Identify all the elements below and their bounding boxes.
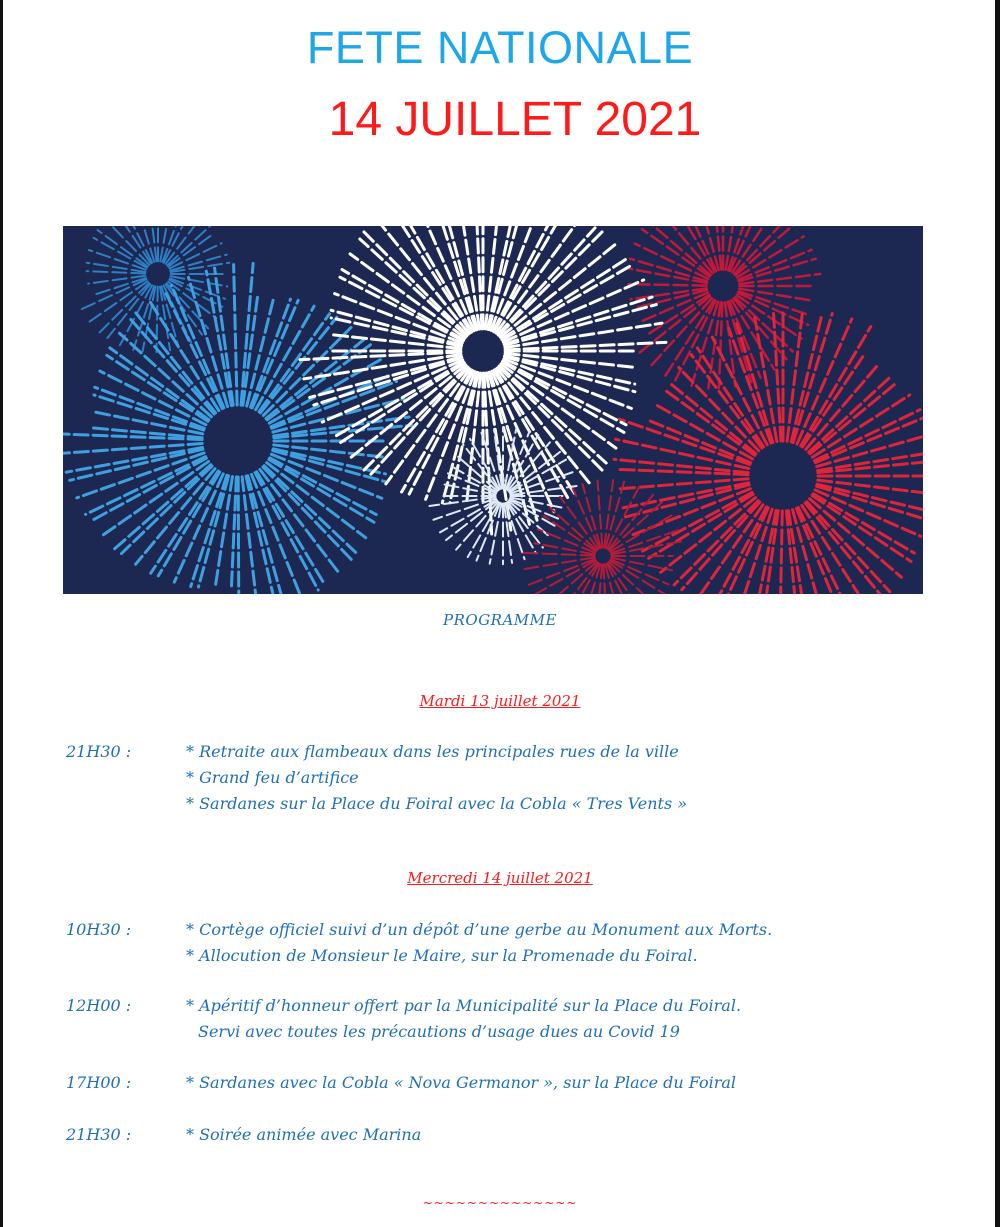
day-heading-mardi: Mardi 13 juillet 2021 [419, 692, 581, 710]
entry-time: 10H30 : [66, 920, 132, 939]
day-heading-mercredi: Mercredi 14 juillet 2021 [407, 869, 593, 887]
fireworks-image [63, 226, 923, 594]
entry-time: 21H30 : [66, 742, 132, 761]
entry-line: * Apéritif d’honneur offert par la Municipalité sur la Place du Foiral. [186, 996, 742, 1015]
entry-line: Servi avec toutes les précautions d’usage dues au Covid 19 [198, 1022, 680, 1041]
entry-line: * Grand feu d’artifice [186, 768, 359, 787]
entry-time: 21H30 : [66, 1125, 132, 1144]
entry-time: 12H00 : [66, 996, 132, 1015]
entry-line: * Sardanes avec la Cobla « Nova Germanor », sur la Place du Foiral [186, 1073, 737, 1092]
entry-line: * Allocution de Monsieur le Maire, sur la Promenade du Foiral. [186, 946, 698, 965]
entry-time: 17H00 : [66, 1073, 132, 1092]
event-date: 14 JUILLET 2021 [328, 93, 702, 146]
page-title: FETE NATIONALE [306, 22, 694, 73]
programme-heading: PROGRAMME [443, 611, 557, 629]
entry-line: * Soirée animée avec Marina [186, 1125, 422, 1144]
entry-line: * Sardanes sur la Place du Foiral avec la Cobla « Tres Vents » [186, 794, 688, 813]
footer-ornament: ~~~~~~~~~~~~~~ [422, 1196, 578, 1210]
entry-line: * Cortège officiel suivi d’un dépôt d’une gerbe au Monument aux Morts. [186, 920, 773, 939]
entry-line: * Retraite aux flambeaux dans les principales rues de la ville [186, 742, 679, 761]
